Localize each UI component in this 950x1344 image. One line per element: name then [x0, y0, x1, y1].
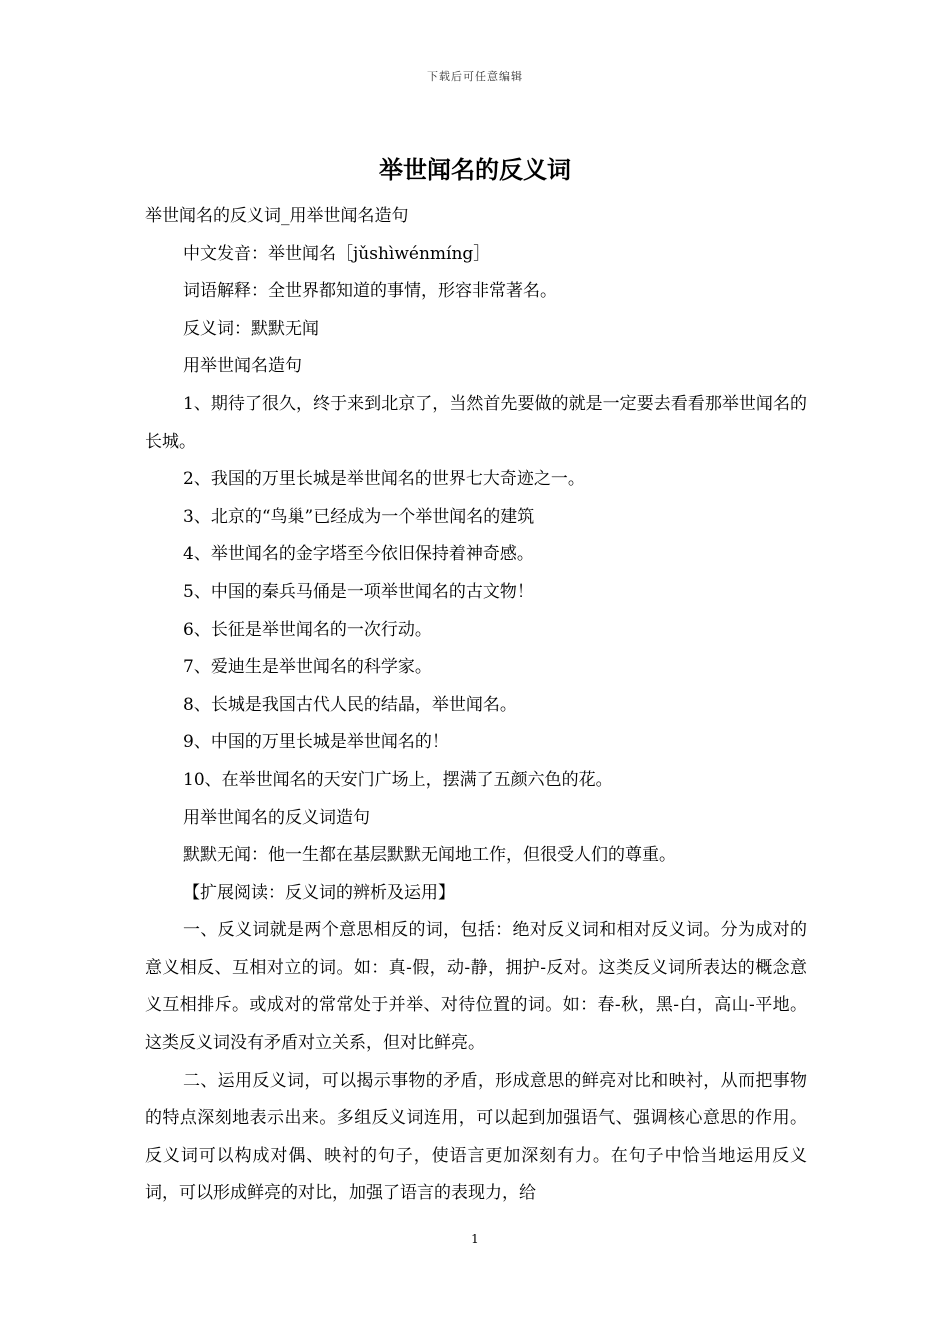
page-number: 1 [471, 1232, 479, 1246]
page-header-note: 下载后可任意编辑 [427, 70, 523, 83]
document-body [145, 198, 807, 1213]
subtitle-line: 举世闻名的反义词_用举世闻名造句 [145, 206, 409, 226]
antonym-sentence: 默默无闻：他一生都在基层默默无闻地工作，但很受人们的尊重。 [183, 845, 676, 866]
document-title: 举世闻名的反义词 [379, 155, 571, 184]
antonym-sentence-heading: 用举世闻名的反义词造句 [183, 807, 370, 828]
extended-reading-heading: 【扩展阅读：反义词的辨析及运用】 [183, 882, 455, 903]
explanation-line: 词语解释：全世界都知道的事情，形容非常著名。 [183, 281, 557, 302]
sentences-heading: 用举世闻名造句 [183, 356, 302, 377]
sentence-item: 10、在举世闻名的天安门广场上，摆满了五颜六色的花。 [183, 769, 613, 790]
sentence-item: 3、北京的“鸟巢”已经成为一个举世闻名的建筑 [183, 506, 535, 527]
sentence-item: 6、长征是举世闻名的一次行动。 [183, 619, 432, 640]
pronunciation-line: 中文发音：举世闻名［jǔshìwénmíng］ [183, 243, 491, 264]
extended-paragraph: 一、反义词就是两个意思相反的词，包括：绝对反义词和相对反义词。分为成对的意义相反、互相对立的词。如：真-假，动-静，拥护-反对。这类反义词所表达的概念意义互相排斥。或成对的常常处于并举、对待位置的词。如：春-秋，黑-白，高山-平地。这类反义词没有矛盾对立关系，但对比鲜亮。 [145, 920, 807, 1054]
sentence-item: 8、长城是我国古代人民的结晶，举世闻名。 [183, 694, 517, 715]
sentence-item: 7、爱迪生是举世闻名的科学家。 [183, 657, 432, 678]
sentence-item: 5、中国的秦兵马俑是一项举世闻名的古文物！ [183, 581, 534, 602]
sentence-item: 4、举世闻名的金字塔至今依旧保持着神奇感。 [183, 544, 534, 565]
antonym-line: 反义词：默默无闻 [183, 318, 319, 339]
sentence-item: 9、中国的万里长城是举世闻名的！ [183, 732, 449, 753]
sentence-item: 1、期待了很久，终于来到北京了，当然首先要做的就是一定要去看看那举世闻名的长城。 [145, 393, 807, 452]
extended-paragraph: 二、运用反义词，可以揭示事物的矛盾，形成意思的鲜亮对比和映衬，从而把事物的特点深刻地表示出来。多组反义词连用，可以起到加强语气、强调核心意思的作用。反义词可以构成对偶、映衬的句子，使语言更加深刻有力。在句子中恰当地运用反义词，可以形成鲜亮的对比，加强了语言的表现力，给 [145, 1070, 807, 1204]
sentence-item: 2、我国的万里长城是举世闻名的世界七大奇迹之一。 [183, 469, 585, 490]
